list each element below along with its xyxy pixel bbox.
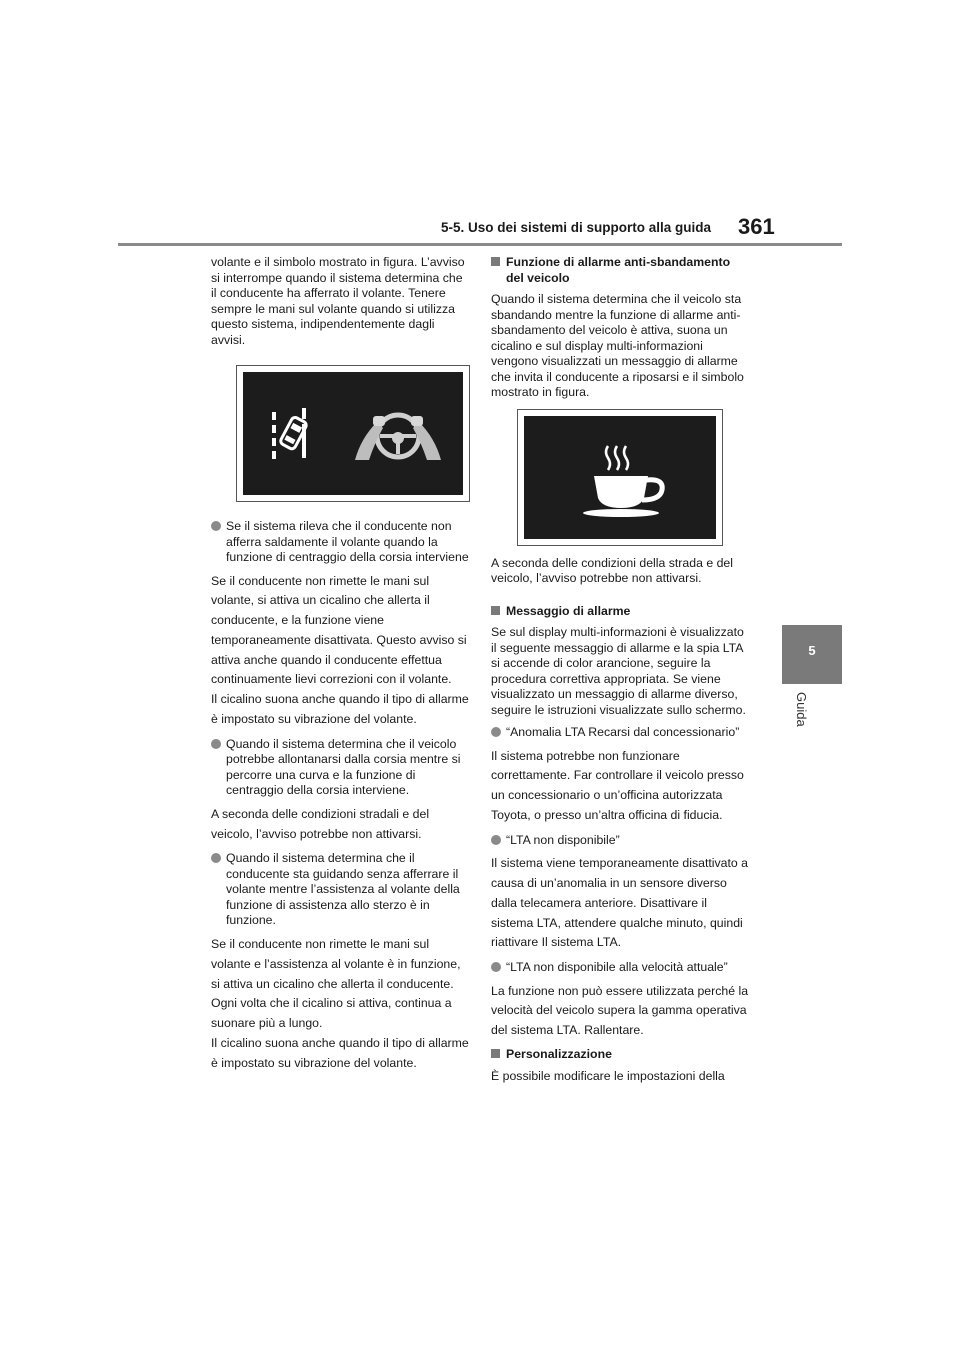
subhead-marker xyxy=(491,606,500,615)
bullet-text: Se il sistema rileva che il conducente non afferra saldamente il volante quando la funzione di centraggio della corsia interviene xyxy=(226,519,469,564)
display-screen xyxy=(243,372,463,495)
subhead-marker xyxy=(491,1049,500,1058)
bullet-dot xyxy=(211,853,221,863)
bullet-lta-malfunction xyxy=(491,725,749,741)
bullet-dot xyxy=(211,739,221,749)
right-column xyxy=(491,255,749,1084)
display-screen xyxy=(524,416,716,539)
intro-paragraph: volante e il simbolo mostrato in figura. L’avviso si interrompe quando il sistema determina che il conducente ha afferrato il volante. Tenere sempre le mani sul volante quando si utilizza questo sistema, indipendentemente dagli avvisi. xyxy=(211,255,465,347)
chapter-label: Guida xyxy=(794,692,809,727)
lta-warning-icons xyxy=(243,372,463,495)
bullet-lta-speed xyxy=(491,960,749,976)
chapter-number: 5 xyxy=(808,643,816,658)
bullet-lta-unavailable xyxy=(491,833,749,849)
paragraph: Il sistema viene temporaneamente disattivato a causa di un’anomalia in un sensore diverso dalla telecamera anteriore. Disattivare il sistema LTA, attendere qualche minuto, quindi riattivare Il sistema LTA. xyxy=(491,856,749,950)
paragraph: La funzione non può essere utilizzata perché la velocità del veicolo supera la gamma operativa del sistema LTA. Rallentare. xyxy=(491,983,749,1038)
subhead-anti-sway xyxy=(491,255,749,286)
bullet-curve xyxy=(211,737,469,799)
bullet-text: “LTA non disponibile alla velocità attuale” xyxy=(506,960,728,975)
bullet-dot xyxy=(211,521,221,531)
hands-on-steering-wheel-icon xyxy=(355,415,441,460)
bullet-text: “LTA non disponibile” xyxy=(506,832,620,847)
bullet-text: Quando il sistema determina che il veicolo potrebbe allontanarsi dalla corsia mentre si percorre una curva e la funzione di centraggio della corsia interviene. xyxy=(226,736,461,798)
sway-warning-figure xyxy=(517,409,723,546)
bullet-text: Quando il sistema determina che il conducente sta guidando senza afferrare il volante mentre l’assistenza al volante della funzione di assistenza allo sterzo è in funzione. xyxy=(226,851,460,928)
bullet-text: “Anomalia LTA Recarsi dal concessionario” xyxy=(506,725,740,739)
bullet-dot xyxy=(491,727,501,737)
page-number: 361 xyxy=(738,214,775,239)
paragraph: A seconda delle condizioni della strada e del veicolo, l’avviso potrebbe non attivarsi. xyxy=(491,555,734,585)
lta-warning-figure xyxy=(236,365,470,502)
subhead-text: Personalizzazione xyxy=(506,1047,612,1062)
subhead-marker xyxy=(491,257,500,266)
paragraph: Il sistema potrebbe non funzionare correttamente. Far controllare il veicolo presso un concessionario o un’officina autorizzata Toyota, o presso un’altra officina di fiducia. xyxy=(491,748,744,822)
paragraph: Se il conducente non rimette le mani sul volante e l’assistenza al volante è in funzione, si attiva un cicalino che allerta il conducente. Ogni volta che il cicalino si attiva, continua a suonare più a lungo. xyxy=(211,936,461,1031)
subhead-customization xyxy=(491,1047,749,1063)
paragraph: Quando il sistema determina che il veicolo sta sbandando mentre la funzione di allarme anti-sbandamento del veicolo è attiva, suona un cicalino e sul display multi-informazioni vengono visualizzati un messaggio di allarme che invita il conducente a riposarsi e il simbolo mostrato in figura. xyxy=(491,292,744,399)
paragraph: Il cicalino suona anche quando il tipo di allarme è impostato su vibrazione del volante. xyxy=(211,692,469,727)
section-title: 5-5. Uso dei sistemi di supporto alla guida xyxy=(441,220,712,235)
coffee-cup-icon xyxy=(524,416,716,539)
paragraph: A seconda delle condizioni stradali e del veicolo, l’avviso potrebbe non attivarsi. xyxy=(211,806,430,841)
header-rule xyxy=(118,243,842,246)
bullet-dot xyxy=(491,835,501,845)
paragraph: Il cicalino suona anche quando il tipo di allarme è impostato su vibrazione del volante. xyxy=(211,1035,469,1070)
bullet-dot xyxy=(491,962,501,972)
paragraph: Se il conducente non rimette le mani sul volante, si attiva un cicalino che allerta il conducente, e la funzione viene temporaneamente disattivata. Questo avviso si attiva anche quando il conducente effettua continuamente lievi correzioni con il volante. xyxy=(211,573,467,687)
left-column xyxy=(211,255,469,1074)
bullet-steering-assist xyxy=(211,851,469,929)
bullet-hands-off xyxy=(211,519,469,566)
paragraph: Se sul display multi-informazioni è visualizzato il seguente messaggio di allarme e la spia LTA si accende di color arancione, seguire la procedura correttiva appropriata. Se viene visualizzato un messaggio di allarme diverso, seguire le istruzioni visualizzate sullo schermo. xyxy=(491,625,746,717)
subhead-warning-message xyxy=(491,604,749,620)
subhead-text: Messaggio di allarme xyxy=(506,603,631,618)
subhead-text: Funzione di allarme anti-sbandamento del veicolo xyxy=(506,255,731,285)
chapter-tab xyxy=(782,625,842,684)
figure-spacer xyxy=(211,502,469,512)
paragraph: È possibile modificare le impostazioni della xyxy=(491,1068,725,1083)
lane-departure-car-icon xyxy=(272,408,308,459)
